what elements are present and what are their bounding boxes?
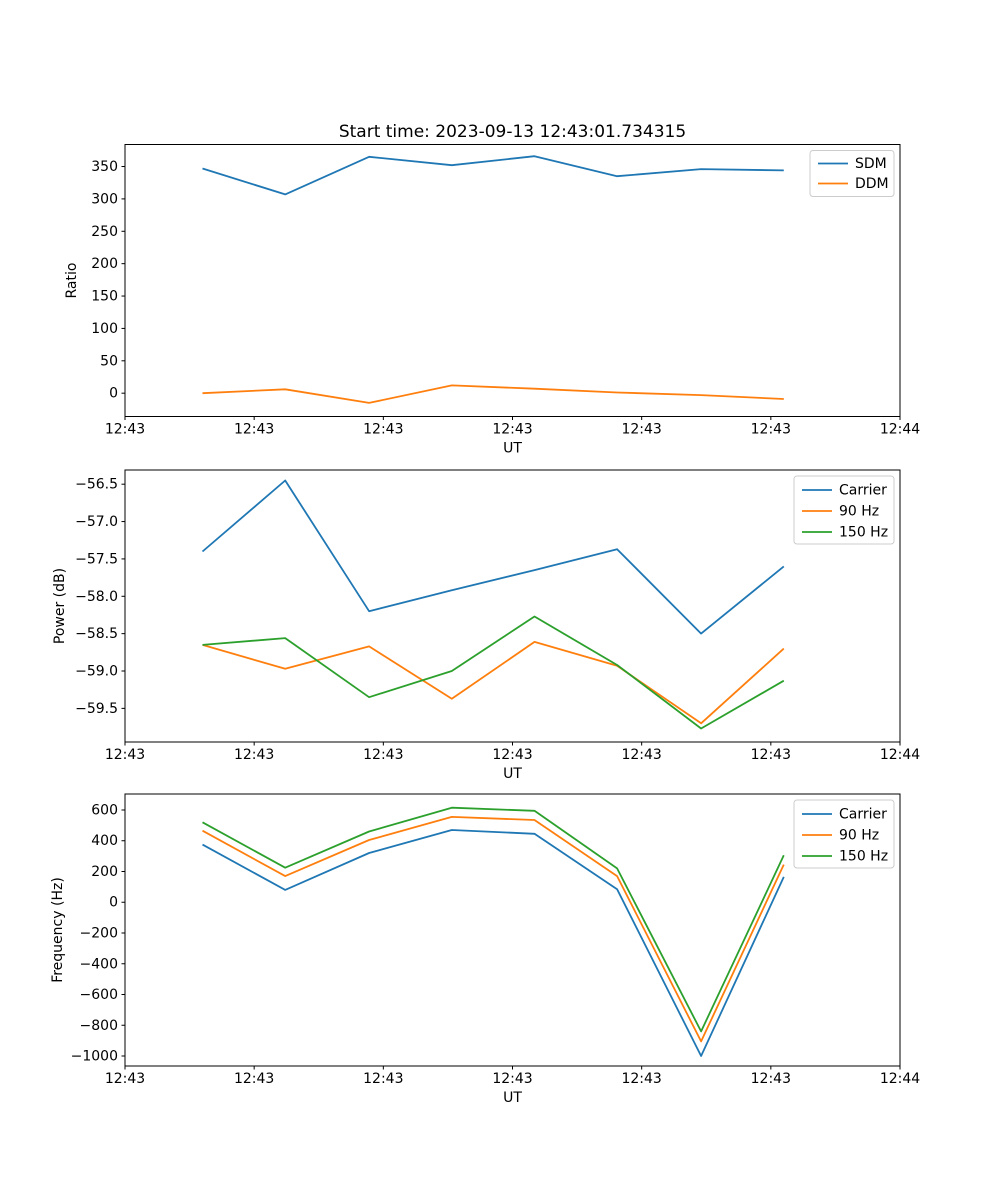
y-tick-label: −59.5: [75, 700, 118, 717]
series-line-ddm: [203, 385, 784, 403]
y-tick-label: −58.0: [75, 588, 118, 605]
x-tick-label: 12:43: [492, 421, 533, 438]
x-tick-label: 12:44: [879, 1071, 921, 1087]
x-tick-label: 12:43: [233, 747, 275, 763]
y-tick-label: −600: [79, 987, 118, 1004]
x-tick-label: 12:43: [233, 421, 275, 438]
x-axis-label: UT: [503, 766, 522, 782]
x-tick-label: 12:43: [492, 1071, 533, 1087]
y-tick-label: 400: [91, 833, 118, 850]
legend-label: SDM: [855, 156, 887, 172]
legend-label: 150 Hz: [839, 848, 889, 865]
y-tick-label: −1000: [70, 1048, 118, 1065]
legend-label: Carrier: [839, 482, 887, 499]
y-tick-label: 200: [91, 256, 118, 273]
y-tick-label: −400: [79, 956, 118, 973]
x-tick-label: 12:43: [363, 1071, 404, 1087]
legend-label: DDM: [855, 176, 889, 192]
y-tick-label: 100: [91, 320, 118, 337]
x-tick-label: 12:44: [879, 747, 921, 763]
x-tick-label: 12:43: [621, 421, 662, 438]
series-line-90-hz: [203, 642, 784, 723]
x-tick-label: 12:43: [363, 747, 404, 763]
legend-label: Carrier: [839, 806, 887, 823]
x-tick-label: 12:43: [750, 747, 792, 763]
x-tick-label: 12:43: [363, 421, 404, 438]
series-line-150-hz: [203, 617, 784, 729]
x-axis-label: UT: [503, 440, 522, 457]
y-axis-label: Frequency (Hz): [50, 877, 66, 983]
y-tick-label: −59.0: [75, 663, 118, 680]
plot-area: [125, 470, 900, 742]
x-tick-label: 12:43: [104, 747, 146, 763]
y-tick-label: 600: [91, 802, 118, 819]
y-tick-label: 150: [91, 288, 118, 305]
y-tick-label: 0: [109, 385, 118, 402]
y-tick-label: −800: [79, 1017, 118, 1034]
x-tick-label: 12:43: [750, 421, 792, 438]
y-tick-label: −56.5: [75, 476, 118, 493]
y-tick-label: 250: [91, 223, 118, 240]
x-axis-label: UT: [503, 1090, 522, 1106]
x-tick-label: 12:43: [104, 1071, 146, 1087]
x-tick-label: 12:43: [104, 421, 146, 438]
series-line-carrier: [203, 481, 784, 634]
x-tick-label: 12:43: [621, 1071, 662, 1087]
y-tick-label: −58.5: [75, 626, 118, 643]
x-tick-label: 12:43: [621, 747, 662, 763]
series-line-sdm: [203, 156, 784, 194]
series-line-150-hz: [203, 808, 784, 1032]
y-tick-label: 350: [91, 159, 118, 176]
chart-power: [52, 470, 920, 782]
figure-title: Start time: 2023-09-13 12:43:01.734315: [338, 122, 687, 142]
plot-area: [125, 145, 900, 417]
y-tick-label: 200: [91, 863, 118, 880]
x-tick-label: 12:43: [233, 1071, 275, 1087]
y-axis-label: Power (dB): [52, 567, 68, 645]
x-tick-label: 12:43: [492, 747, 533, 763]
chart-frequency: [50, 794, 920, 1106]
y-tick-label: −200: [79, 925, 118, 942]
y-tick-label: 0: [109, 894, 118, 911]
legend-label: 90 Hz: [839, 827, 880, 844]
y-tick-label: 300: [91, 191, 118, 208]
y-tick-label: −57.0: [75, 514, 118, 531]
y-tick-label: 50: [100, 353, 118, 370]
x-tick-label: 12:44: [879, 421, 921, 438]
series-line-90-hz: [203, 817, 784, 1042]
plot-area: [125, 794, 900, 1066]
legend-label: 90 Hz: [839, 503, 880, 520]
y-axis-label: Ratio: [64, 262, 80, 299]
legend-label: 150 Hz: [839, 524, 889, 541]
chart-ratio: [64, 145, 920, 457]
x-tick-label: 12:43: [750, 1071, 792, 1087]
y-tick-label: −57.5: [75, 551, 118, 568]
